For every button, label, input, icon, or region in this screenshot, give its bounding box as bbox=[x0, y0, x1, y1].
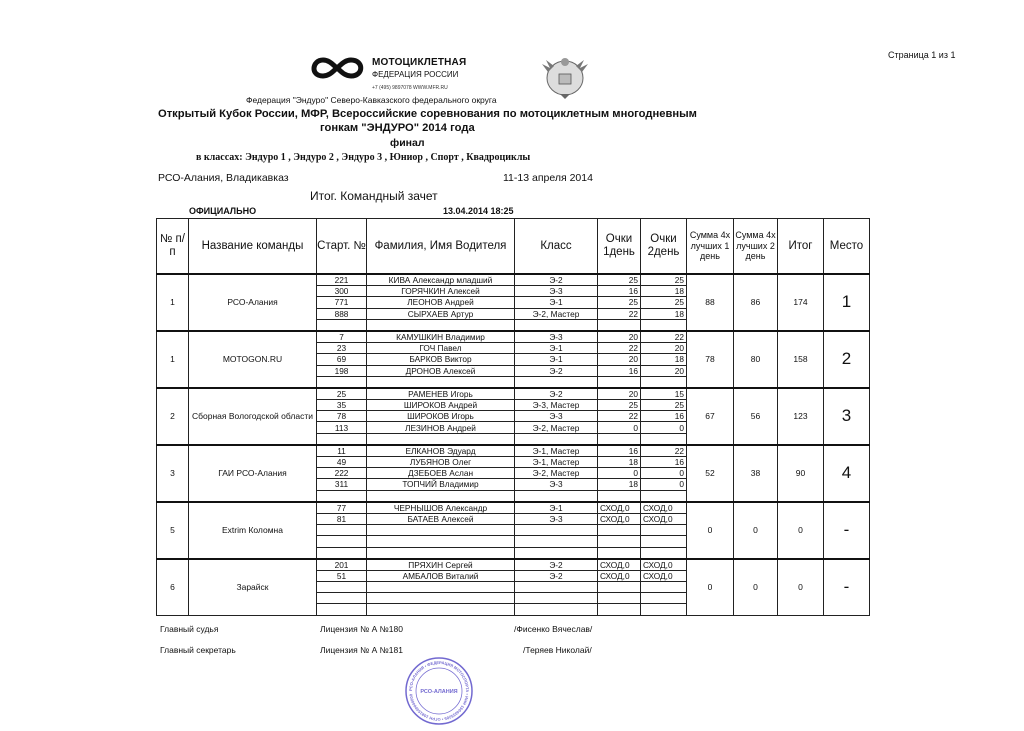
rider-class: Э-1 bbox=[515, 297, 598, 308]
team-sum-day1: 0 bbox=[687, 559, 734, 615]
rider-start-number bbox=[317, 604, 367, 615]
rider-points-day2: 0 bbox=[641, 422, 687, 433]
rider-class bbox=[515, 547, 598, 559]
team-sum-day2: 80 bbox=[734, 331, 778, 388]
rider-points-day1: СХОД,0 bbox=[598, 502, 641, 514]
title-line2: гонкам "ЭНДУРО" 2014 года bbox=[320, 122, 475, 134]
team-name: ГАИ РСО-Алания bbox=[189, 445, 317, 502]
chief-secretary-name: /Теряев Николай/ bbox=[523, 645, 592, 655]
header-sum2: Сумма 4х лучших 2 день bbox=[734, 219, 778, 275]
rider-start-number: 201 bbox=[317, 559, 367, 571]
table-row bbox=[157, 559, 870, 571]
logo-contact: +7 (495) 9897078 WWW.MFR.RU bbox=[372, 85, 448, 91]
team-sum-day2: 0 bbox=[734, 559, 778, 615]
rider-class: Э-2 bbox=[515, 365, 598, 376]
header-sum1: Сумма 4х лучших 1 день bbox=[687, 219, 734, 275]
team-sum-day1: 0 bbox=[687, 502, 734, 559]
rider-name bbox=[367, 582, 515, 593]
rider-class: Э-2, Мастер bbox=[515, 308, 598, 319]
header-num: № п/п bbox=[157, 219, 189, 275]
official-stamp-icon bbox=[404, 656, 474, 731]
federation-name: Федерация "Эндуро" Северо-Кавказского федерального округа bbox=[246, 95, 497, 105]
rider-class: Э-3, Мастер bbox=[515, 400, 598, 411]
rider-points-day2 bbox=[641, 433, 687, 445]
rider-start-number bbox=[317, 319, 367, 331]
rider-points-day1: 16 bbox=[598, 365, 641, 376]
rider-class: Э-3 bbox=[515, 513, 598, 524]
team-number: 1 bbox=[157, 331, 189, 388]
rider-start-number: 300 bbox=[317, 286, 367, 297]
rider-points-day1 bbox=[598, 433, 641, 445]
rider-class bbox=[515, 536, 598, 547]
rider-start-number bbox=[317, 547, 367, 559]
team-place: 1 bbox=[824, 274, 870, 331]
team-place: 3 bbox=[824, 388, 870, 445]
rider-points-day2 bbox=[641, 604, 687, 615]
rider-points-day2: 18 bbox=[641, 354, 687, 365]
team-total: 0 bbox=[778, 559, 824, 615]
rider-class: Э-3 bbox=[515, 286, 598, 297]
rider-start-number: 23 bbox=[317, 343, 367, 354]
chief-secretary-label: Главный секретарь bbox=[160, 645, 236, 655]
rider-points-day2 bbox=[641, 593, 687, 604]
official-label: ОФИЦИАЛЬНО bbox=[189, 206, 257, 216]
team-total: 90 bbox=[778, 445, 824, 502]
rider-points-day1 bbox=[598, 376, 641, 388]
table-row bbox=[157, 445, 870, 457]
rider-name: ТОПЧИЙ Владимир bbox=[367, 479, 515, 490]
rider-start-number: 11 bbox=[317, 445, 367, 457]
rider-start-number: 311 bbox=[317, 479, 367, 490]
rider-name: ШИРОКОВ Андрей bbox=[367, 400, 515, 411]
rider-class: Э-1, Мастер bbox=[515, 445, 598, 457]
rider-points-day2: 18 bbox=[641, 286, 687, 297]
rider-points-day2: 0 bbox=[641, 479, 687, 490]
rider-points-day1: 0 bbox=[598, 422, 641, 433]
header-name: Фамилия, Имя Водителя bbox=[367, 219, 515, 275]
rider-start-number bbox=[317, 536, 367, 547]
rider-start-number bbox=[317, 582, 367, 593]
rider-class: Э-3 bbox=[515, 331, 598, 343]
rider-points-day1: 25 bbox=[598, 274, 641, 286]
rider-points-day2: 25 bbox=[641, 297, 687, 308]
team-sum-day2: 0 bbox=[734, 502, 778, 559]
stamp-outer-text: РСО-АЛАНИЯ • ФЕДЕРАЦИЯ МОТОСПОРТА • ИНН 1504035205 • ОГРН 1081500000000 bbox=[407, 659, 471, 723]
table-row bbox=[157, 331, 870, 343]
table-row bbox=[157, 388, 870, 400]
rider-name: ГОЧ Павел bbox=[367, 343, 515, 354]
rider-points-day1: СХОД,0 bbox=[598, 570, 641, 581]
rider-points-day1 bbox=[598, 547, 641, 559]
team-name: MOTOGON.RU bbox=[189, 331, 317, 388]
rider-start-number: 7 bbox=[317, 331, 367, 343]
rider-points-day2: 16 bbox=[641, 457, 687, 468]
rider-name: ЛУБЯНОВ Олег bbox=[367, 457, 515, 468]
team-place: 4 bbox=[824, 445, 870, 502]
rider-class: Э-1 bbox=[515, 343, 598, 354]
rider-start-number: 113 bbox=[317, 422, 367, 433]
header-total: Итог bbox=[778, 219, 824, 275]
rider-class: Э-1 bbox=[515, 354, 598, 365]
team-name: Extrim Коломна bbox=[189, 502, 317, 559]
team-sum-day1: 67 bbox=[687, 388, 734, 445]
rider-points-day2 bbox=[641, 582, 687, 593]
team-sum-day2: 56 bbox=[734, 388, 778, 445]
team-name: Зарайск bbox=[189, 559, 317, 615]
rider-name bbox=[367, 319, 515, 331]
title-line3: финал bbox=[390, 137, 425, 149]
rider-points-day2: СХОД,0 bbox=[641, 502, 687, 514]
header-day2: Очки 2день bbox=[641, 219, 687, 275]
rider-points-day1: СХОД,0 bbox=[598, 559, 641, 571]
header-class: Класс bbox=[515, 219, 598, 275]
logo-line2: ФЕДЕРАЦИЯ РОССИИ bbox=[372, 70, 459, 79]
rider-class: Э-2 bbox=[515, 274, 598, 286]
header-team: Название команды bbox=[189, 219, 317, 275]
rider-points-day2: СХОД,0 bbox=[641, 559, 687, 571]
team-place: - bbox=[824, 559, 870, 615]
rider-name: АМБАЛОВ Виталий bbox=[367, 570, 515, 581]
rider-points-day1: 16 bbox=[598, 286, 641, 297]
rider-points-day2 bbox=[641, 490, 687, 502]
rider-points-day2: 15 bbox=[641, 388, 687, 400]
rider-start-number bbox=[317, 525, 367, 536]
rider-points-day1: 22 bbox=[598, 411, 641, 422]
rider-name bbox=[367, 525, 515, 536]
classes-line: в классах: Эндуро 1 , Эндуро 2 , Эндуро 3 , Юниор , Спорт , Квадроциклы bbox=[196, 152, 531, 163]
rider-points-day1 bbox=[598, 593, 641, 604]
rider-points-day2: 25 bbox=[641, 400, 687, 411]
rider-start-number: 78 bbox=[317, 411, 367, 422]
rider-points-day2: СХОД,0 bbox=[641, 513, 687, 524]
team-sum-day1: 52 bbox=[687, 445, 734, 502]
team-sum-day1: 88 bbox=[687, 274, 734, 331]
rider-class: Э-1, Мастер bbox=[515, 457, 598, 468]
rider-start-number: 198 bbox=[317, 365, 367, 376]
rider-points-day1: 25 bbox=[598, 400, 641, 411]
chief-secretary-license: Лицензия № А №181 bbox=[320, 645, 403, 655]
team-place: - bbox=[824, 502, 870, 559]
rider-class: Э-3 bbox=[515, 411, 598, 422]
team-name: Сборная Вологодской области bbox=[189, 388, 317, 445]
rider-class: Э-2 bbox=[515, 388, 598, 400]
table-header-row bbox=[157, 219, 870, 275]
rider-points-day2 bbox=[641, 536, 687, 547]
report-subtitle: Итог. Командный зачет bbox=[310, 189, 438, 203]
results-table bbox=[156, 218, 870, 616]
rider-points-day1 bbox=[598, 536, 641, 547]
rider-name: ЛЕОНОВ Андрей bbox=[367, 297, 515, 308]
page-number: Страница 1 из 1 bbox=[888, 50, 956, 60]
rider-class bbox=[515, 376, 598, 388]
table-row bbox=[157, 502, 870, 514]
rider-points-day2: 22 bbox=[641, 445, 687, 457]
rider-points-day1 bbox=[598, 319, 641, 331]
rider-name bbox=[367, 547, 515, 559]
rider-name: ШИРОКОВ Игорь bbox=[367, 411, 515, 422]
rider-start-number: 81 bbox=[317, 513, 367, 524]
location: РСО-Алания, Владикавказ bbox=[158, 172, 289, 184]
rider-points-day1: 20 bbox=[598, 388, 641, 400]
rider-class: Э-2 bbox=[515, 559, 598, 571]
team-sum-day2: 38 bbox=[734, 445, 778, 502]
rider-points-day1: 22 bbox=[598, 343, 641, 354]
rider-start-number: 222 bbox=[317, 468, 367, 479]
rider-points-day1 bbox=[598, 490, 641, 502]
rider-points-day1: СХОД,0 bbox=[598, 513, 641, 524]
rider-points-day1: 0 bbox=[598, 468, 641, 479]
rider-class: Э-2, Мастер bbox=[515, 422, 598, 433]
rider-class: Э-2 bbox=[515, 570, 598, 581]
team-sum-day2: 86 bbox=[734, 274, 778, 331]
rider-points-day1 bbox=[598, 582, 641, 593]
rider-points-day1: 20 bbox=[598, 354, 641, 365]
rider-class: Э-2, Мастер bbox=[515, 468, 598, 479]
team-total: 174 bbox=[778, 274, 824, 331]
chief-judge-name: /Фисенко Вячеслав/ bbox=[514, 624, 593, 634]
rider-start-number: 69 bbox=[317, 354, 367, 365]
rider-class: Э-3 bbox=[515, 479, 598, 490]
rider-name bbox=[367, 593, 515, 604]
rider-points-day1 bbox=[598, 604, 641, 615]
rider-name: ПРЯХИН Сергей bbox=[367, 559, 515, 571]
rider-points-day2: 20 bbox=[641, 343, 687, 354]
rider-points-day1: 22 bbox=[598, 308, 641, 319]
rider-points-day2 bbox=[641, 547, 687, 559]
rider-name: ЧЕРНЫШОВ Александр bbox=[367, 502, 515, 514]
rider-name: СЫРХАЕВ Артур bbox=[367, 308, 515, 319]
rider-points-day2 bbox=[641, 525, 687, 536]
rider-start-number: 221 bbox=[317, 274, 367, 286]
rider-points-day1: 20 bbox=[598, 331, 641, 343]
rider-name: БАТАЕВ Алексей bbox=[367, 513, 515, 524]
team-number: 2 bbox=[157, 388, 189, 445]
rider-points-day1: 25 bbox=[598, 297, 641, 308]
rider-points-day2: 25 bbox=[641, 274, 687, 286]
rider-points-day2: 16 bbox=[641, 411, 687, 422]
rider-start-number: 888 bbox=[317, 308, 367, 319]
rider-class bbox=[515, 490, 598, 502]
rider-start-number: 25 bbox=[317, 388, 367, 400]
team-number: 5 bbox=[157, 502, 189, 559]
team-total: 158 bbox=[778, 331, 824, 388]
rider-name bbox=[367, 490, 515, 502]
rider-name bbox=[367, 433, 515, 445]
team-place: 2 bbox=[824, 331, 870, 388]
rider-points-day2: 22 bbox=[641, 331, 687, 343]
rider-points-day2 bbox=[641, 319, 687, 331]
table-row bbox=[157, 274, 870, 286]
header-place: Место bbox=[824, 219, 870, 275]
rider-name: ГОРЯЧКИН Алексей bbox=[367, 286, 515, 297]
rider-name: ДРОНОВ Алексей bbox=[367, 365, 515, 376]
rider-points-day2: 18 bbox=[641, 308, 687, 319]
rider-name: ЕЛКАНОВ Эдуард bbox=[367, 445, 515, 457]
chief-judge-label: Главный судья bbox=[160, 624, 219, 634]
rider-name: ЛЕЗИНОВ Андрей bbox=[367, 422, 515, 433]
header-start: Старт. № bbox=[317, 219, 367, 275]
team-total: 123 bbox=[778, 388, 824, 445]
chief-judge-license: Лицензия № А №180 bbox=[320, 624, 403, 634]
rider-class bbox=[515, 433, 598, 445]
rider-class: Э-1 bbox=[515, 502, 598, 514]
rider-name: БАРКОВ Виктор bbox=[367, 354, 515, 365]
rider-points-day2 bbox=[641, 376, 687, 388]
rider-start-number: 77 bbox=[317, 502, 367, 514]
timestamp: 13.04.2014 18:25 bbox=[443, 206, 514, 216]
rider-name: ДЗЕБОЕВ Аслан bbox=[367, 468, 515, 479]
mfr-logo-icon bbox=[308, 56, 366, 85]
team-number: 1 bbox=[157, 274, 189, 331]
rider-start-number: 771 bbox=[317, 297, 367, 308]
rider-points-day2: СХОД,0 bbox=[641, 570, 687, 581]
rider-points-day1: 16 bbox=[598, 445, 641, 457]
rider-start-number bbox=[317, 490, 367, 502]
rider-points-day1: 18 bbox=[598, 457, 641, 468]
rider-class bbox=[515, 525, 598, 536]
rider-class bbox=[515, 604, 598, 615]
logo-line1: МОТОЦИКЛЕТНАЯ bbox=[372, 57, 467, 68]
team-name: РСО-Алания bbox=[189, 274, 317, 331]
rider-start-number: 49 bbox=[317, 457, 367, 468]
rider-points-day2: 0 bbox=[641, 468, 687, 479]
rider-points-day1 bbox=[598, 525, 641, 536]
rider-name: КАМУШКИН Владимир bbox=[367, 331, 515, 343]
rider-points-day1: 18 bbox=[598, 479, 641, 490]
rider-class bbox=[515, 582, 598, 593]
rider-class bbox=[515, 319, 598, 331]
team-sum-day1: 78 bbox=[687, 331, 734, 388]
rider-name: РАМЕНЕВ Игорь bbox=[367, 388, 515, 400]
coat-of-arms-icon bbox=[540, 54, 590, 105]
header-day1: Очки 1день bbox=[598, 219, 641, 275]
stamp-inner-text: РСО-АЛАНИЯ bbox=[420, 689, 458, 695]
team-number: 3 bbox=[157, 445, 189, 502]
rider-start-number bbox=[317, 593, 367, 604]
dates: 11-13 апреля 2014 bbox=[503, 172, 593, 184]
rider-name bbox=[367, 536, 515, 547]
title-line1: Открытый Кубок России, МФР, Всероссийские соревнования по мотоциклетным многодневным bbox=[158, 108, 697, 120]
rider-name bbox=[367, 604, 515, 615]
rider-name bbox=[367, 376, 515, 388]
team-number: 6 bbox=[157, 559, 189, 615]
rider-class bbox=[515, 593, 598, 604]
team-total: 0 bbox=[778, 502, 824, 559]
rider-start-number bbox=[317, 376, 367, 388]
rider-points-day2: 20 bbox=[641, 365, 687, 376]
rider-start-number bbox=[317, 433, 367, 445]
rider-start-number: 51 bbox=[317, 570, 367, 581]
rider-start-number: 35 bbox=[317, 400, 367, 411]
rider-name: КИВА Александр младший bbox=[367, 274, 515, 286]
